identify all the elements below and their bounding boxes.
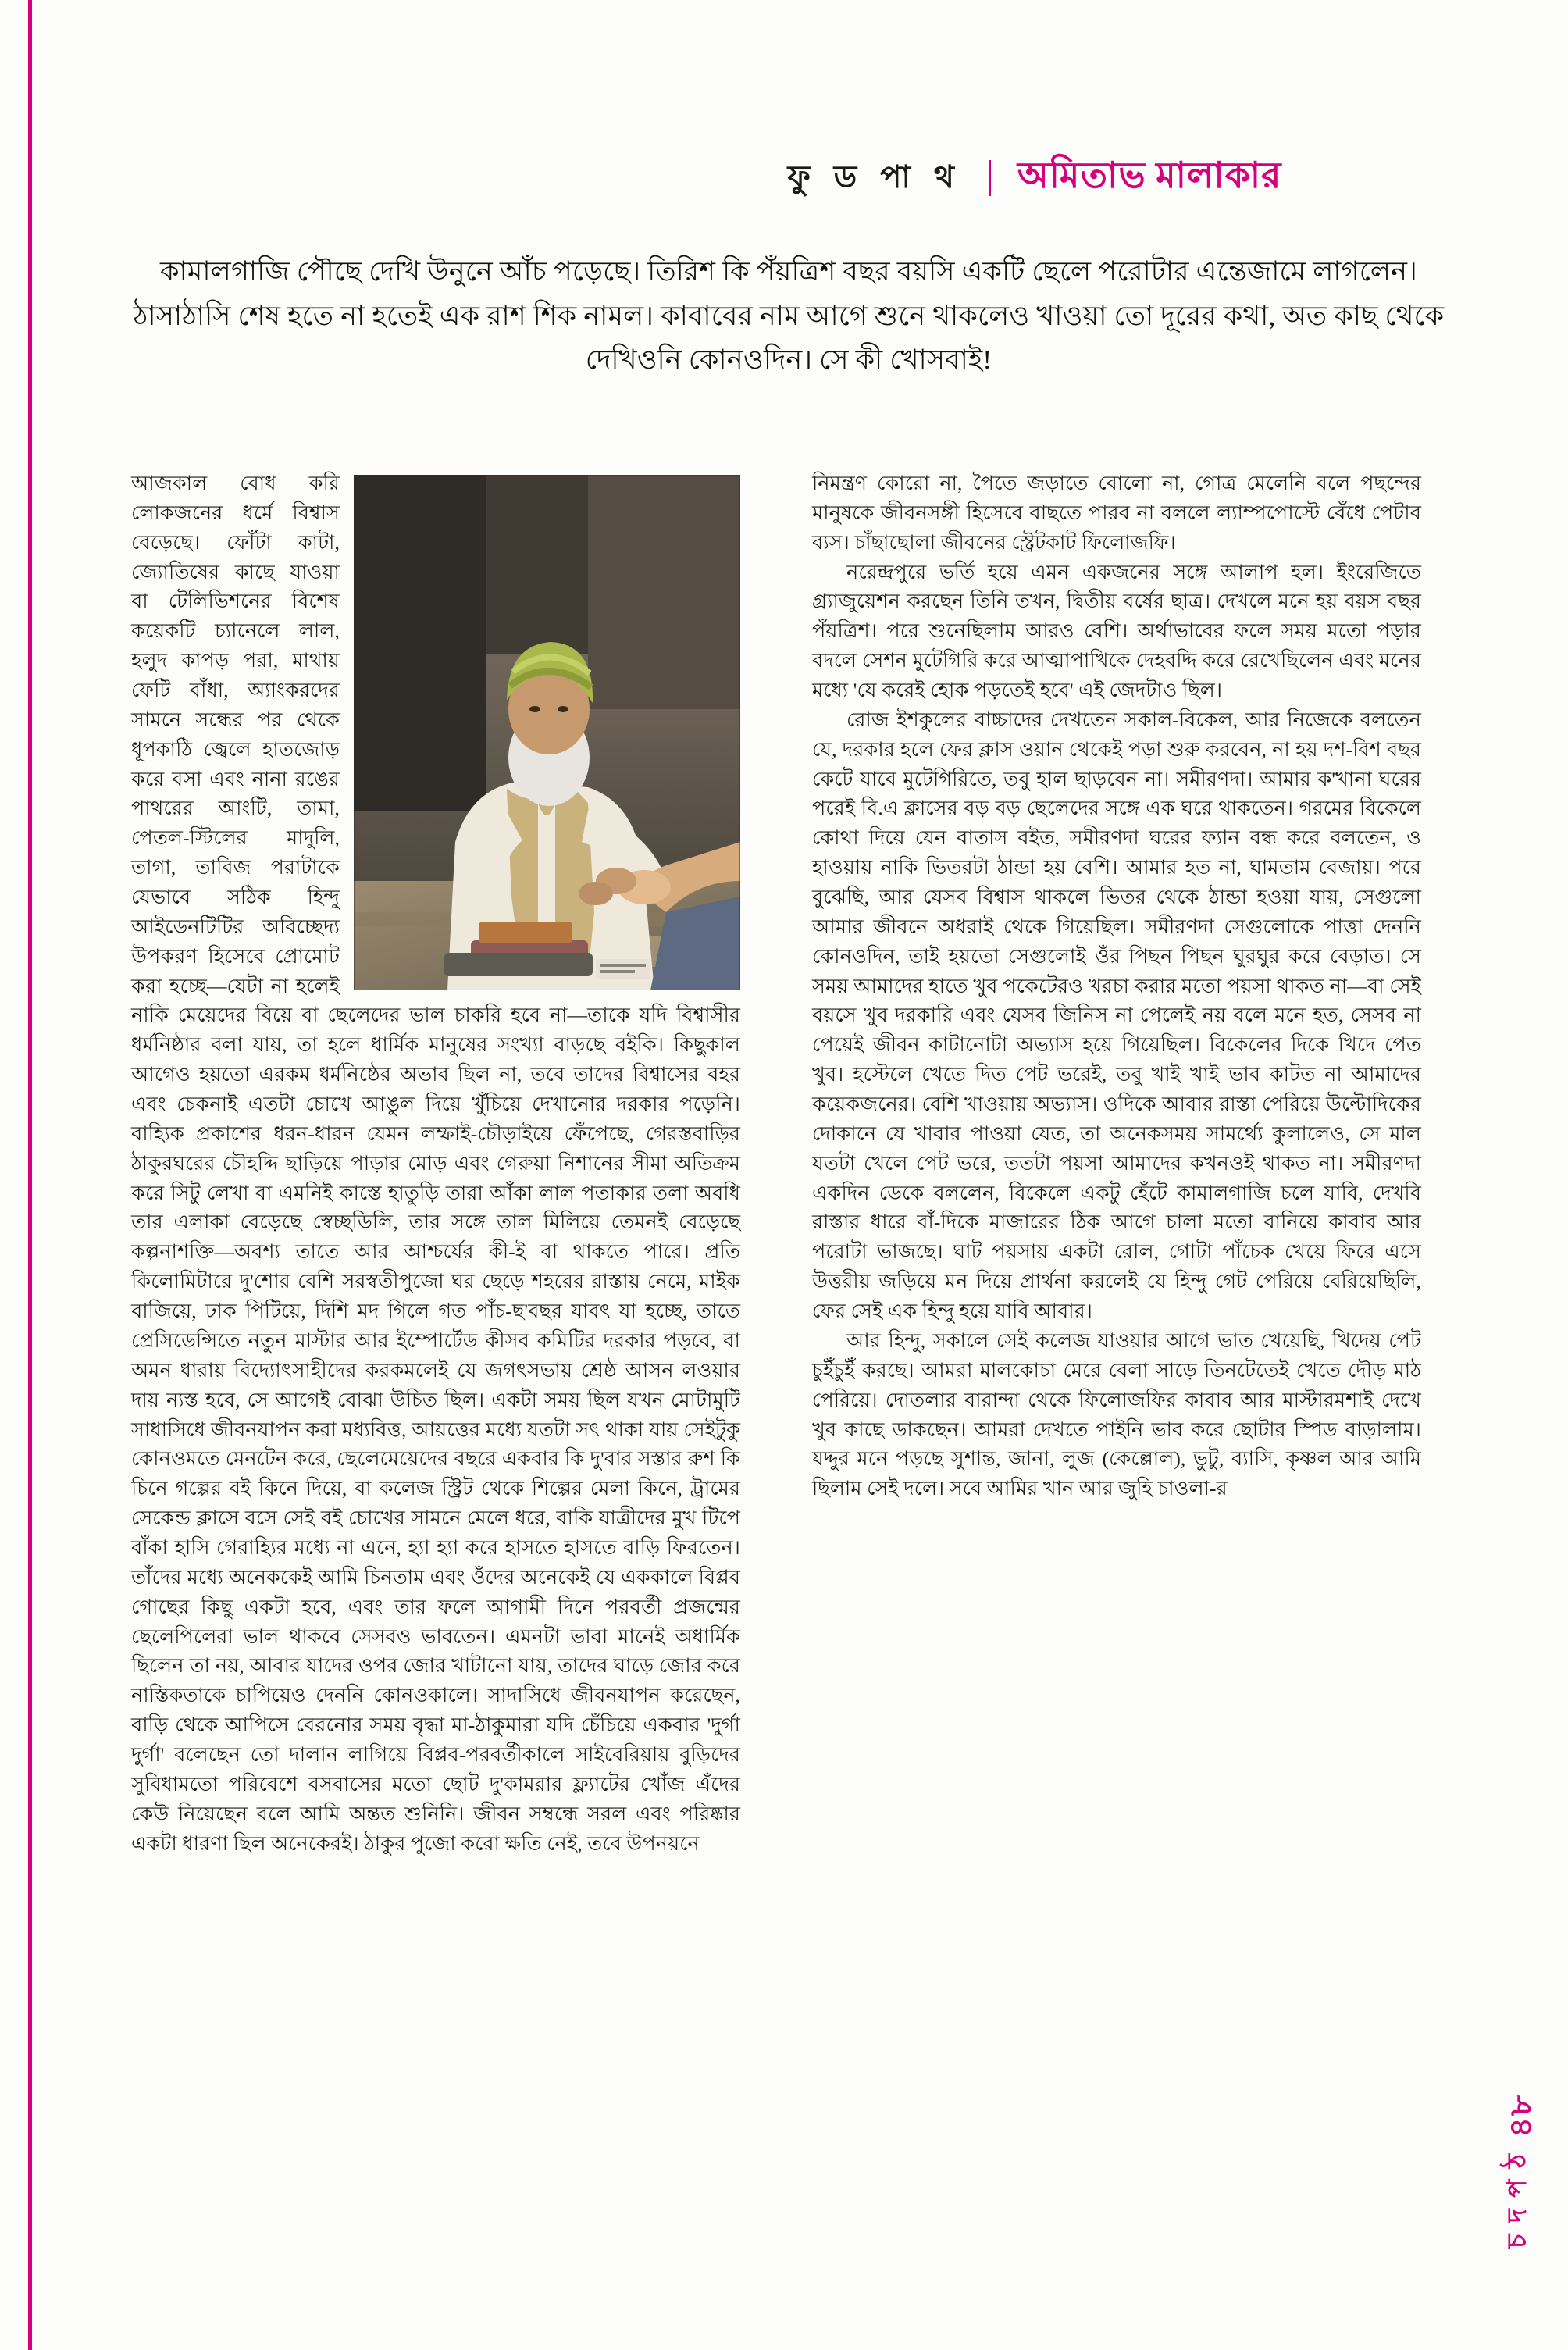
body-paragraph: আজকাল বোধ করি লোকজনের ধর্মে বিশ্বাস বেড়েছে। ফোঁটা কাটা, জ্যোতিষের কাছে যাওয়া বা টেলিভিশনের বিশেষ কয়েকটি চ্যানেলে লাল, হলুদ কাপড় পরা, মাথায় ফেটি বাঁধা, অ্যাংকরদের সামনে সন্ধের পর থেকে ধূপকাঠি জ্বেলে হাতজোড় করে বসা এবং নানা রঙের পাথরের আংটি, তামা, পেতল-স্টিলের মাদুলি, তাগা, তাবিজ পরাটাকে যেভাবে সঠিক হিন্দু আইডেনটিটির অবিচ্ছেদ্য উপকরণ হিসেবে প্রোমোট করা হচ্ছে—যেটা না হলেই নাকি মেয়েদের বিয়ে বা ছেলেদের ভাল চাকরি হবে না—তাকে যদি বিশ্বাসীর ধর্মনিষ্ঠার বলা যায়, তা হলে ধার্মিক মানুষের সংখ্যা বাড়ছে বইকি। কিছুকাল আগেও হয়তো এরকম ধর্মনিষ্ঠের অভাব ছিল না, তবে তাদের বিশ্বাসের বহর এবং চেকনাই এতটা চোখে আঙুল দিয়ে খুঁচিয়ে দেখানোর দরকার পড়েনি। বাহ্যিক প্রকাশের ধরন-ধারন যেমন লম্ফাই-চৌড়াইয়ে ফেঁপেছে, গেরস্তবাড়ির ঠাকুরঘরের চৌহদ্দি ছাড়িয়ে পাড়ার মোড় এবং গেরুয়া নিশানের সীমা অতিক্রম করে সিটু লেখা বা এমনিই কাস্তে হাতুড়ি তারা আঁকা লাল পতাকার তলা অবধি তার এলাকা বেড়েছে স্বেচ্ছডিলি, তার সঙ্গে তাল মিলিয়ে তেমনই বেড়েছে কল্পনাশক্তি—অবশ্য তাতে আর আশ্চর্যের কী-ই বা থাকতে পারে। প্রতি কিলোমিটারে দু'শোর বেশি সরস্বতীপুজো ঘর ছেড়ে শহরের রাস্তায় নেমে, মাইক বাজিয়ে, ঢাক পিটিয়ে, দিশি মদ গিলে গত পাঁচ-ছ'বছর যাবৎ যা হচ্ছে, তাতে প্রেসিডেন্সিতে নতুন মাস্টার আর ইম্পোর্টেড কীসব কমিটির দরকার পড়বে, বা অমন ধারায় বিদ্যোৎসাহীদের করকমলেই যে জগৎসভায় শ্রেষ্ঠ আসন লওয়ার দায় ন্যস্ত হবে, সে আগেই বোঝা উচিত ছিল। একটা সময় ছিল যখন মোটামুটি সাধাসিধে জীবনযাপন করা মধ্যবিত্ত, আয়ত্তের মধ্যে যতটা সৎ থাকা যায় সেইটুকু কোনওমতে মেনটেন করে, ছেলেমেয়েদের বছরে একবার কি দু'বার সস্তার রুশ কি চিনে গল্পের বই কিনে দিয়ে, বা কলেজ স্ট্রিট থেকে শিল্পের মেলা কিনে, ট্রামের সেকেন্ড ক্লাসে বসে সেই বই চোখের সামনে মেলে ধরে, বাকি যাত্রীদের মুখ টিপে বাঁকা হাসি গেরাহ্যির মধ্যে না এনে, হ্যা হ্যা করে হাসতে হাসতে বাড়ি ফিরতেন। তাঁদের মধ্যে অনেককেই আমি চিনতাম এবং ওঁদের অনেকেই যে এককালে বিপ্লব গোছের কিছু একটা হবে, এবং তার ফলে আগামী দিনে পরবর্তী প্রজন্মের ছেলেপিলেরা ভাল থাকবে সেসবও ভাবতেন। এমনটা ভাবা মানেই অধার্মিক ছিলেন তা নয়, আবার যাদের ওপর জোর খাটানো যায়, তাদের ঘাড়ে জোর করে নাস্তিকতাকে চাপিয়েও দেননি কোনওকালে। সাদাসিধে জীবনযাপন করেছেন, বাড়ি থেকে আপিসে বেরনোর সময় বৃদ্ধা মা-ঠাকুমারা যদি চেঁচিয়ে একবার 'দুৰ্গা দুৰ্গা' বলেছেন তো দালান লাগিয়ে বিপ্লব-পরবর্তীকালে সাইবেরিয়ায় বুড়িদের সুবিধামতো পরিবেশে বসবাসের মতো ছোট দু'কামরার ফ্ল্যাটের খোঁজ এঁদের কেউ নিয়েছেন বলে আমি অন্তত শুনিনি। জীবন সম্বন্ধে সরল এবং পরিষ্কার একটা ধারণা ছিল অনেকেরই। ঠাকুর পুজো করো ক্ষতি নেই, তবে উপনয়নে	[131, 472, 740, 1855]
page-number: ৪৮	[1503, 2094, 1538, 2138]
page-folio	[1495, 2094, 1541, 2248]
article-byline: অমিতাভ মালাকার	[1017, 155, 1282, 195]
article-standfirst: কামালগাজি পৌছে দেখি উনুনে আঁচ পড়েছে। তিরিশ কি পঁয়ত্রিশ বছর বয়সি একটি ছেলে পরোটার এন্তেজামে লাগলেন। ঠাসাঠাসি শেষ হতে না হতেই এক রাশ শিক নামল। কাবাবের নাম আগে শুনে থাকলেও খাওয়া তো দূরের কথা, অত কাছ থেকে দেখিওনি কোনওদিন। সে কী খোসবাই!	[133, 256, 1445, 376]
body-paragraph: নরেন্দ্রপুরে ভর্তি হয়ে এমন একজনের সঙ্গে আলাপ হল। ইংরেজিতে গ্র্যাজুয়েশন করছেন তিনি তখন, দ্বিতীয় বর্ষের ছাত্র। দেখলে মনে হয় বয়স বছর পঁয়ত্রিশ। পরে শুনেছিলাম আরও বেশি। অর্থাভাবের ফলে সময় মতো পড়ার বদলে সেশন মুটেগিরি করে আত্মাপাখিকে দেহবদ্দি করে রেখেছিলেন এবং মনের মধ্যে 'যে করেই হোক পড়তেই হবে' এই জেদটাও ছিল।	[812, 560, 1421, 702]
header-divider	[989, 160, 991, 196]
body-paragraph: রোজ ইশকুলের বাচ্চাদের দেখতেন সকাল-বিকেল, আর নিজেকে বলতেন যে, দরকার হলে ফের ক্লাস ওয়ান থেকেই পড়া শুরু করবেন, না হয় দশ-বিশ বছর কেটে যাবে মুটেগিরিতে, তবু হাল ছাড়বেন না। সমীরণদা। আমার ক'খানা ঘরের পরেই বি.এ ক্লাসের বড় বড় ছেলেদের সঙ্গে এক ঘরে থাকতেন। গরমের বিকেলে কোথা দিয়ে যেন বাতাস বইত, সমীরণদা ঘরের ফ্যান বন্ধ করে বলতেন, ও হাওয়ায় নাকি ভিতরটা ঠান্ডা হয় বেশি। আমার হত না, ঘামতাম বেজায়। পরে বুঝেছি, আর যেসব বিশ্বাস থাকলে ভিতর থেকে ঠান্ডা হওয়া যায়, সেগুলো আমার জীবনে অধরাই থেকে গিয়েছিল। সমীরণদা সেগুলোকে পাত্তা দেননি কোনওদিন, তাই হয়তো সেগুলোই ওঁর পিছন পিছন ঘুরঘুর করে বেড়াত। সে সময় আমাদের হাতে খুব পকেটেরও খরচা করার মতো পয়সা থাকত না—বা সেই বয়সে খুব দরকারি এবং যেসব জিনিস না পেলেই নয় বলে মনে হত, সেসব না পেয়েই জীবন কাটানোটা অভ্যাস হয়ে গিয়েছিল। বিকেলের দিকে খিদে পেত খুব। হস্টেলে খেতে দিত পেট ভরেই, তবু খাই খাই ভাব কাটত না আমাদের কয়েকজনের। বেশি খাওয়ায় অভ্যাস। ওদিকে আবার রাস্তা পেরিয়ে উল্টোদিকের দোকানে যে খাবার পাওয়া যেত, তা অনেকসময় সামর্থ্যে কুলালেও, সে মাল যতটা খেলে পেট ভরে, ততটা পয়সা আমাদের কখনওই থাকত না। সমীরণদা একদিন ডেকে বললেন, বিকেলে একটু হেঁটে কামালগাজি চলে যাবি, দেখবি রাস্তার ধারে বাঁ-দিকে মাজারের ঠিক আগে চালা মতো বানিয়ে কাবাব আর পরোটা ভাজছে। ঘাট পয়সায় একটা রোল, গোটা পাঁচেক খেয়ে ফিরে এসে উত্তরীয় জড়িয়ে মন দিয়ে প্রার্থনা করলেই যে হিন্দু গেট পেরিয়ে বেরিয়েছিলি, ফের সেই এক হিন্দু হয়ে যাবি আবার।	[812, 708, 1421, 1323]
article-kicker: ফু ড পা থ	[787, 159, 962, 194]
article-header	[117, 148, 1515, 208]
photo-illustration	[354, 475, 740, 990]
body-column-left	[131, 469, 740, 1858]
left-margin-rule	[28, 0, 32, 2350]
body-paragraph: নিমন্ত্রণ কোরো না, পৈতে জড়াতে বোলো না, গোত্র মেলেনি বলে পছন্দের মানুষকে জীবনসঙ্গী হিসেবে বাছতে পারব না বললে ল্যাম্পপোস্টে বেঁধে পেটাব ব্যস। চাঁছাছোলা জীবনের স্ট্রেটকাট ফিলোজফি।	[812, 472, 1421, 554]
article-photo	[354, 475, 740, 990]
magazine-name: চ দ প ঠ	[1502, 2152, 1532, 2248]
body-paragraph: আর হিন্দু, সকালে সেই কলেজ যাওয়ার আগে ভাত খেয়েছি, খিদেয় পেট চুইঁচুইঁ করছে। আমরা মালকোচা মেরে বেলা সাড়ে তিনটেতেই খেতে দৌড় মাঠ পেরিয়ে। দোতলার বারান্দা থেকে ফিলোজফির কাবাব আর মাস্টারমশাই দেখে খুব কাছে ডাকছেন। আমরা দেখতে পাইনি ভাব করে ছোটার স্পিড বাড়ালাম। যদ্দুর মনে পড়ছে সুশান্ত, জানা, লুজ (কেল্লোল), ভুটু, ব্যাসি, কৃষ্ণল আর আমি ছিলাম সেই দলে। সবে আমির খান আর জুহি চাওলা-র	[812, 1328, 1421, 1500]
body-column-right	[812, 469, 1421, 1503]
